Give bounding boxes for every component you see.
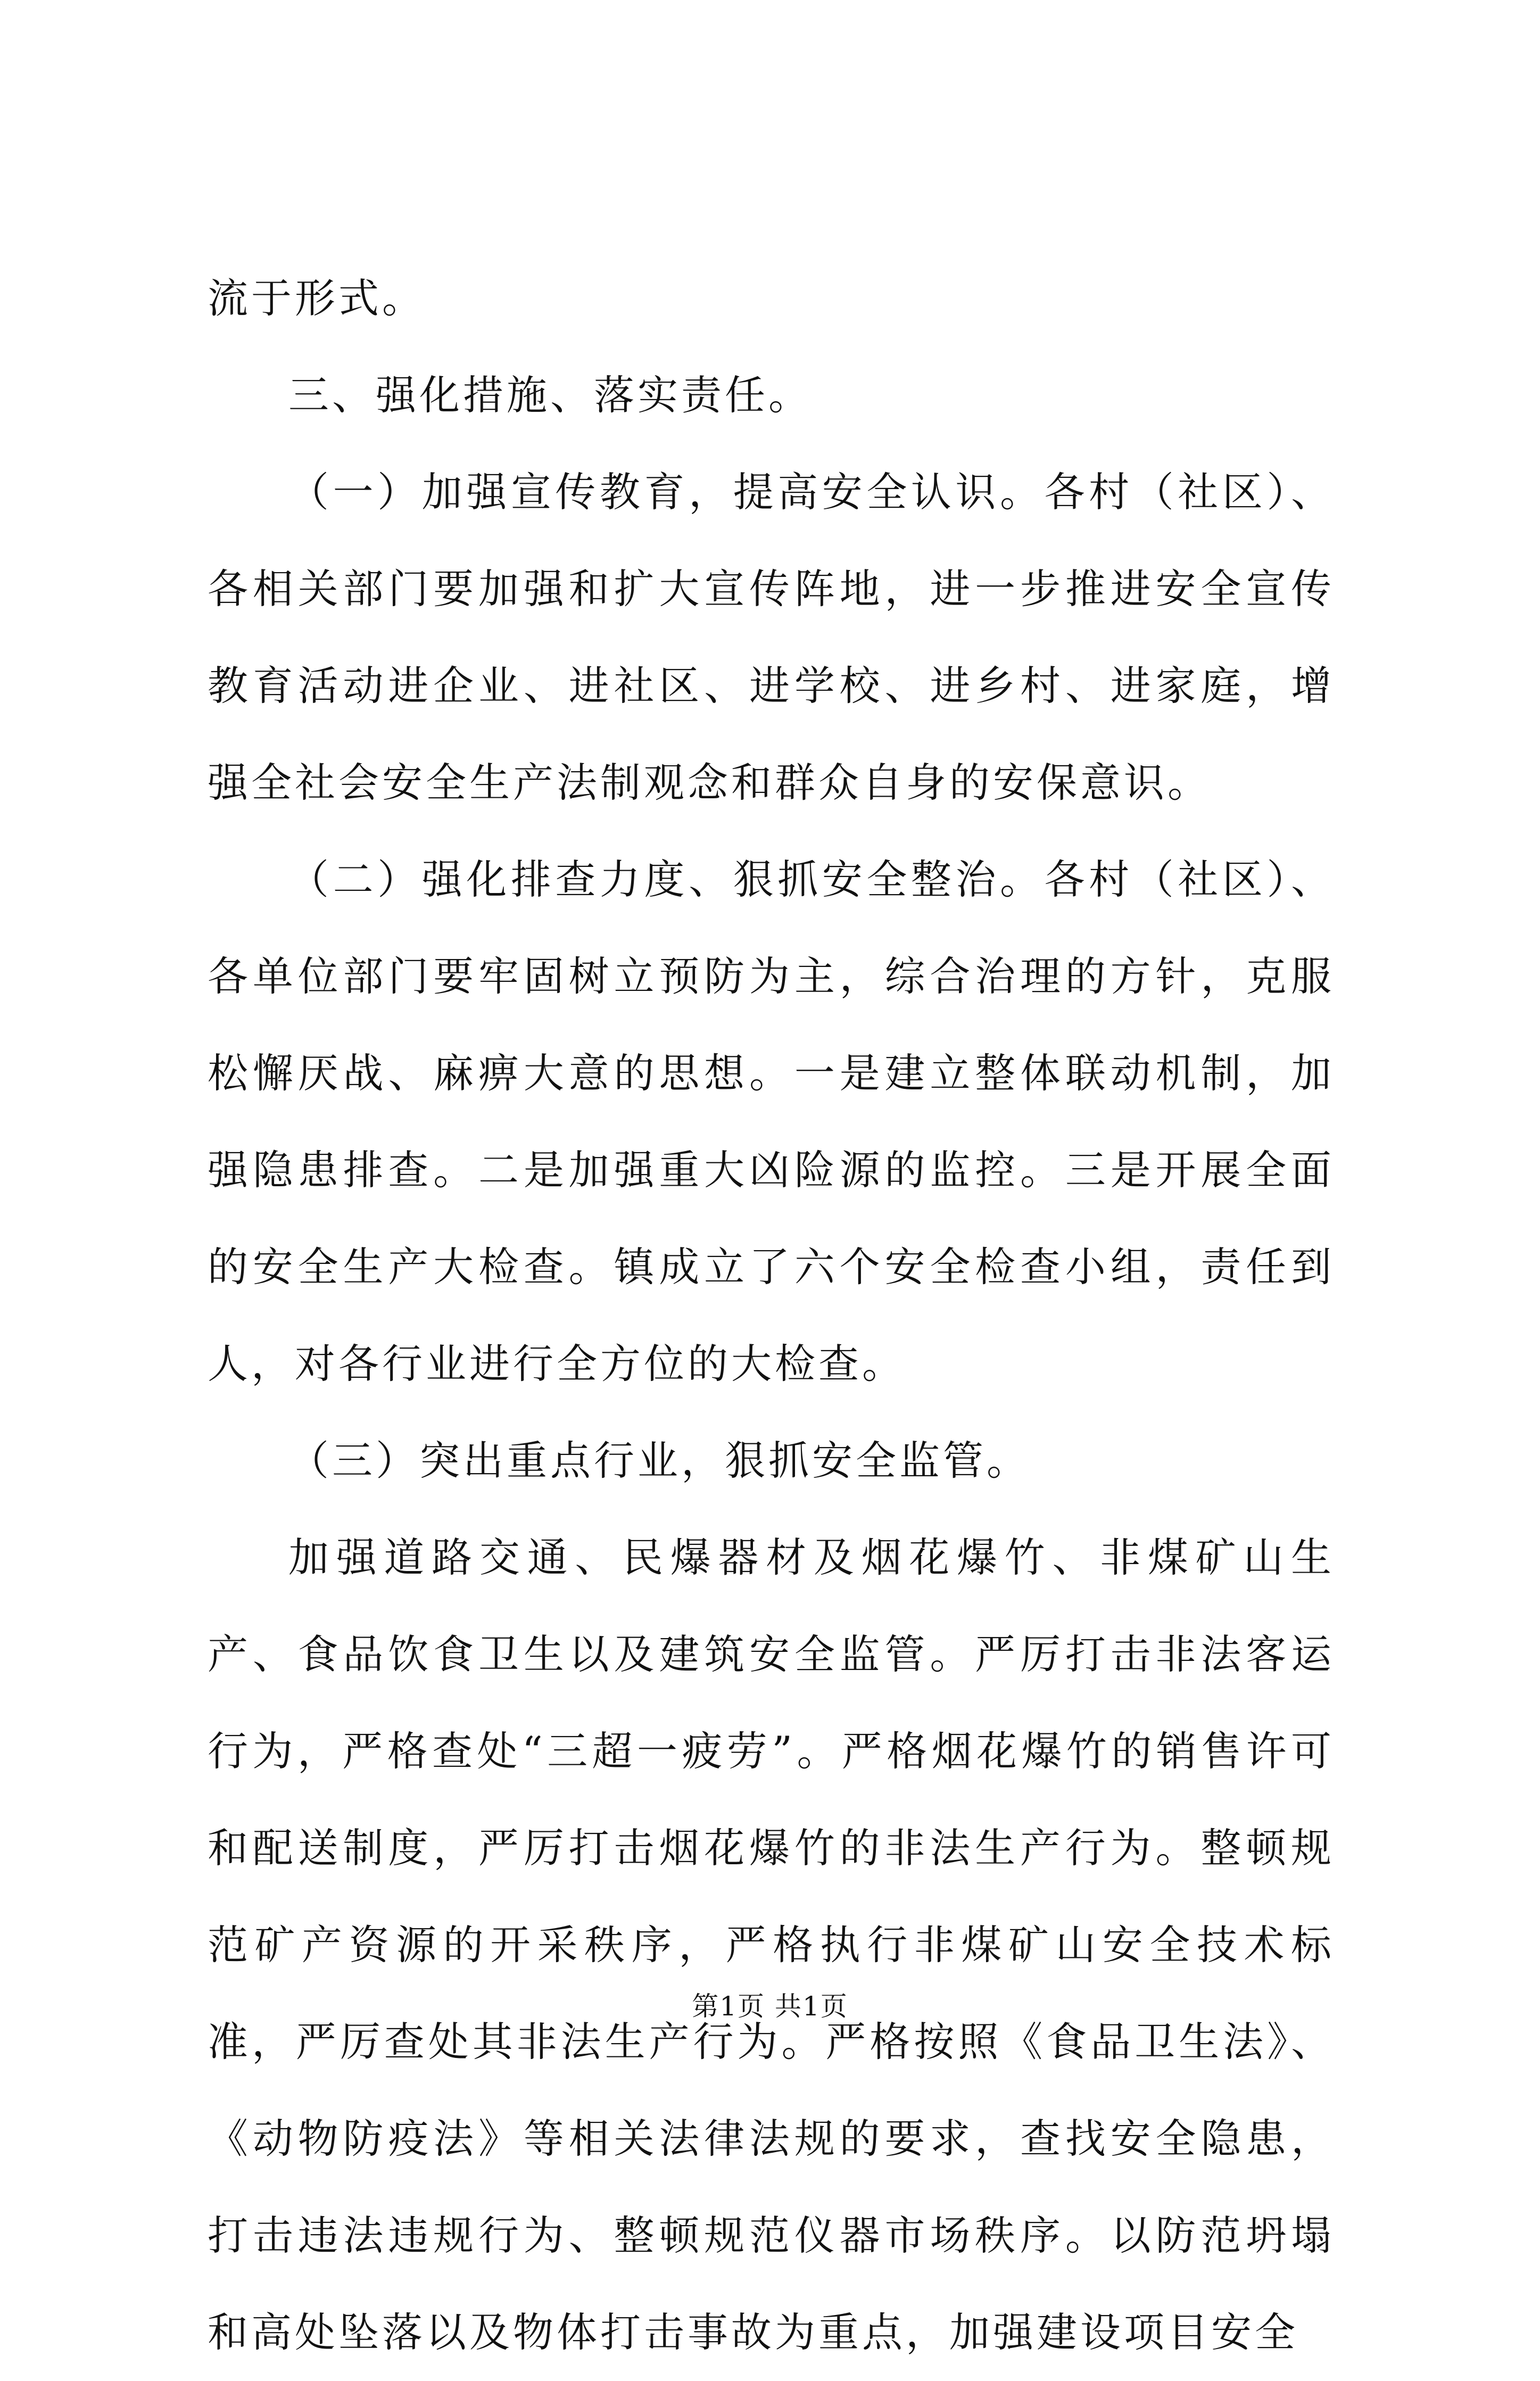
paragraph-inspection: （二）强化排查力度、狠抓安全整治。各村（社区）、各单位部门要牢固树立预防为主，综合治理的方针，克服松懈厌战、麻痹大意的思想。一是建立整体联动机制，加强隐患排查。二是加强重大凶险源的监控。三是开展全面的安全生产大检查。镇成立了六个安全检查小组，责任到人，对各行业进行全方位的大检查。 xyxy=(208,856,1335,1387)
paragraph-publicity-education: （一）加强宣传教育，提高安全认识。各村（社区）、各相关部门要加强和扩大宣传阵地，进一步推进安全宣传教育活动进企业、进社区、进学校、进乡村、进家庭，增强全社会安全生产法制观念和群众自身的安保意识。 xyxy=(208,468,1335,806)
paragraph-supervision: 加强道路交通、民爆器材及烟花爆竹、非煤矿山生产、食品饮食卫生以及建筑安全监管。严厉打击非法客运行为，严格查处“三超一疲劳”。严格烟花爆竹的销售许可和配送制度，严厉打击烟花爆竹的非法生产行为。整顿规范矿产资源的开采秩序，严格执行非煤矿山安全技术标准，严厉查处其非法生产行为。严格按照《食品卫生法》、《动物防疫法》等相关法律法规的要求，查找安全隐患，打击违法违规行为、整顿规范仪器市场秩序。以防范坍塌和高处坠落以及物体打击事故为重点，加强建设项目安全 xyxy=(208,1534,1335,2356)
paragraph-continuation: 流于形式。 xyxy=(208,275,426,322)
section-heading: 三、强化措施、落实责任。 xyxy=(288,371,812,419)
page-number-footer: 第1页 共1页 xyxy=(692,1991,848,2022)
document-body xyxy=(208,250,1335,2381)
subsection-heading-key-industries: （三）突出重点行业，狠抓安全监管。 xyxy=(288,1437,1030,1484)
